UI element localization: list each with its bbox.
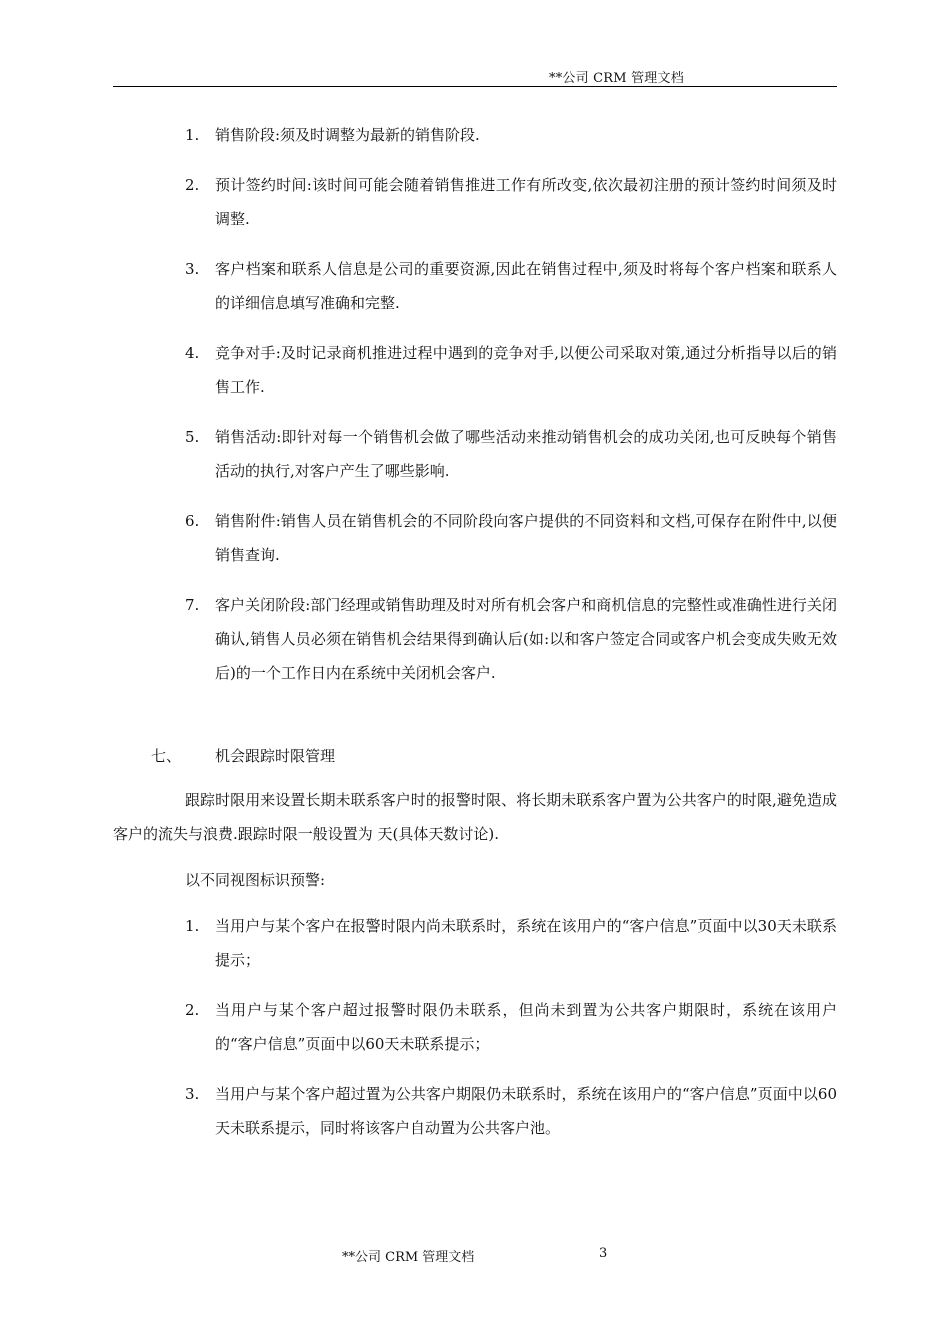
list-item bbox=[113, 909, 837, 977]
list-item-number: 2. bbox=[185, 1001, 200, 1019]
list-item-number: 5. bbox=[185, 428, 200, 446]
list-item bbox=[113, 1077, 837, 1145]
list-item-number: 2. bbox=[185, 176, 200, 194]
section-lead: 以不同视图标识预警: bbox=[185, 871, 326, 889]
section-title: 机会跟踪时限管理 bbox=[215, 747, 336, 765]
page-header bbox=[113, 64, 837, 87]
list-item-number: 6. bbox=[185, 512, 200, 530]
list-item bbox=[113, 252, 837, 320]
list-item-number: 3. bbox=[185, 260, 200, 278]
list-item-number: 7. bbox=[185, 596, 200, 614]
header-title: **公司 CRM 管理文档 bbox=[549, 71, 684, 86]
list-item-number: 3. bbox=[185, 1085, 200, 1103]
list-item-number: 4. bbox=[185, 344, 200, 362]
list-item-number: 1. bbox=[185, 917, 200, 935]
list-item-text: 销售阶段:须及时调整为最新的销售阶段. bbox=[215, 126, 480, 144]
page-footer bbox=[0, 1246, 950, 1266]
list-item-text: 销售活动:即针对每一个销售机会做了哪些活动来推动销售机会的成功关闭,也可反映每个销售活动的执行,对客户产生了哪些影响. bbox=[215, 428, 837, 480]
list-item bbox=[113, 336, 837, 404]
numbered-list-opportunity-items bbox=[113, 118, 837, 690]
list-item bbox=[113, 504, 837, 572]
list-item-text: 当用户与某个客户超过置为公共客户期限仍未联系时，系统在该用户的“客户信息”页面中以60天未联系提示，同时将该客户自动置为公共客户池。 bbox=[215, 1085, 837, 1137]
list-item bbox=[113, 993, 837, 1061]
list-item bbox=[113, 118, 837, 152]
list-item-number: 1. bbox=[185, 126, 200, 144]
list-item-text: 销售附件:销售人员在销售机会的不同阶段向客户提供的不同资料和文档,可保存在附件中,以便销售查询. bbox=[215, 512, 837, 564]
section-paragraph: 跟踪时限用来设置长期未联系客户时的报警时限、将长期未联系客户置为公共客户的时限,避免造成客户的流失与浪费.跟踪时限一般设置为 天(具体天数讨论). bbox=[113, 791, 837, 843]
numbered-list-warnings bbox=[113, 909, 837, 1145]
list-item-text: 竞争对手:及时记录商机推进过程中遇到的竞争对手,以便公司采取对策,通过分析指导以后的销售工作. bbox=[215, 344, 837, 396]
page-number: 3 bbox=[599, 1246, 608, 1261]
list-item-text: 客户档案和联系人信息是公司的重要资源,因此在销售过程中,须及时将每个客户档案和联系人的详细信息填写准确和完整. bbox=[215, 260, 837, 312]
section-number: 七、 bbox=[151, 747, 182, 765]
list-item bbox=[113, 168, 837, 236]
footer-title: **公司 CRM 管理文档 bbox=[342, 1250, 475, 1265]
list-item bbox=[113, 420, 837, 488]
list-item bbox=[113, 588, 837, 690]
list-item-text: 预计签约时间:该时间可能会随着销售推进工作有所改变,依次最初注册的预计签约时间须及时调整. bbox=[215, 176, 837, 228]
list-item-text: 当用户与某个客户在报警时限内尚未联系时，系统在该用户的“客户信息”页面中以30天未联系提示； bbox=[215, 917, 837, 969]
section-heading bbox=[113, 739, 837, 773]
list-item-text: 客户关闭阶段:部门经理或销售助理及时对所有机会客户和商机信息的完整性或准确性进行关闭确认,销售人员必须在销售机会结果得到确认后(如:以和客户签定合同或客户机会变成失败无效后)的一个工作日内在系统中关闭机会客户. bbox=[215, 596, 837, 682]
list-item-text: 当用户与某个客户超过报警时限仍未联系，但尚未到置为公共客户期限时，系统在该用户的“客户信息”页面中以60天未联系提示； bbox=[215, 1001, 837, 1053]
document-body bbox=[113, 118, 837, 1161]
